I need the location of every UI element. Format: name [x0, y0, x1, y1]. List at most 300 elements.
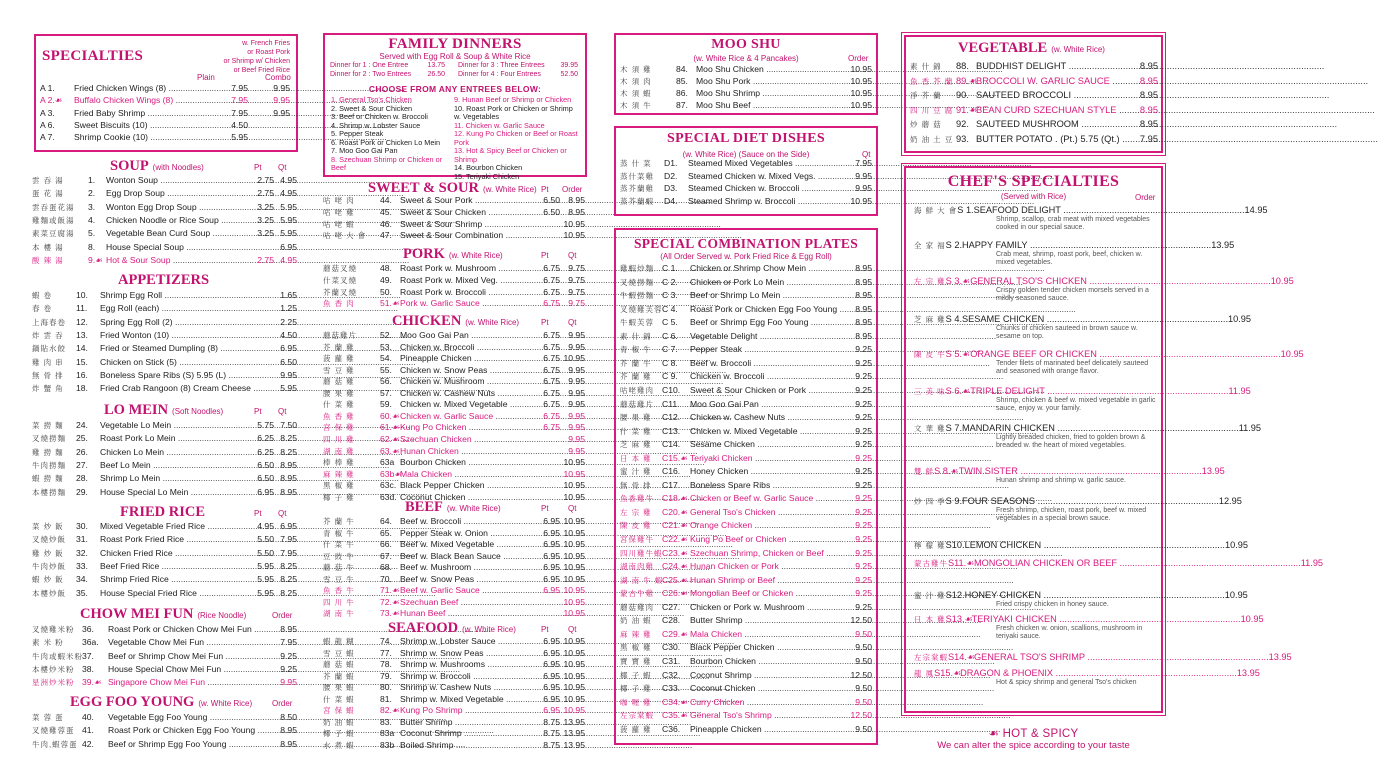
combo-item — [620, 399, 872, 411]
vegetable-note: (w. White Rice) — [1051, 45, 1105, 54]
combo-item-name: Orange Chicken ..... — [690, 520, 848, 530]
seafood-item — [323, 705, 585, 717]
lomein-item-price-small: 5.75 — [257, 420, 274, 430]
combo-item-chinese: 青 椒 牛 — [620, 345, 652, 355]
pork-item-chinese: 蘑菇叉燒 — [323, 264, 357, 273]
soup-item-name: House Special Soup ..... — [106, 242, 252, 252]
pork-item-price-small: 6.75 — [543, 286, 560, 297]
chef-item-line — [914, 590, 1248, 601]
beef-item-name: Szechuan Beef ..... — [400, 597, 538, 607]
appetizer-item-name: Chicken on Stick (5) ..... — [100, 357, 277, 367]
seafood-item-name: Shrimp w. Lobster Sauce ..... — [400, 636, 538, 646]
combo-item-name: Vegetable Delight ..... — [690, 331, 848, 341]
seafood-item-price-small: 6.95 — [543, 647, 560, 658]
soup-item-price-small: 2.75 — [257, 188, 274, 199]
combo-item — [620, 710, 872, 722]
chef-item-line — [914, 540, 1248, 551]
friedrice-item-name: Shrimp Fried Rice ..... — [100, 574, 252, 584]
combo-item-name: Sweet & Sour Chicken or Pork ..... — [690, 385, 848, 395]
combo-item-name: Bourbon Chicken ..... — [690, 656, 848, 666]
combo-item — [620, 507, 872, 519]
combo-item-name: Curry Chicken ..... — [690, 697, 848, 707]
chef-item-description: Fresh chicken w. onion, scallions, mushroom in teriyaki sauce. — [996, 625, 1143, 640]
chef-subtitle: (Served with Rice) — [1000, 192, 1067, 201]
appetizer-item-number: 10. — [76, 290, 88, 300]
chef-item — [914, 205, 1268, 232]
combo-item-chinese: 蘑菇雞片 — [620, 399, 654, 409]
chowmeifun-item-name: Roast Pork or Chicken Chow Mei Fun ..... — [108, 624, 276, 634]
combo-item-price: 9.25 — [855, 466, 872, 477]
family-entree-option: 3. Beef or Chicken w. Broccoli — [331, 112, 428, 121]
beef-item-chinese: 蘑 菇 牛 — [323, 563, 355, 573]
pork-item-number: 51.☙ — [380, 298, 400, 309]
chef-item-chinese: 陳 皮 牛 — [914, 350, 946, 359]
chef-item-price: 10.95 — [1224, 590, 1248, 600]
chicken-header — [392, 313, 519, 330]
chef-item-chinese: 日 本 雞 — [914, 615, 946, 624]
eggfooyoung-item — [32, 739, 297, 751]
mooshu-item-chinese: 木 須 雞 — [620, 65, 652, 74]
chowmeifun-item — [32, 624, 297, 636]
family-entree-option: 6. Roast Pork or Chicken Lo Mein — [331, 137, 441, 147]
seafood-item-price-small: 6.95 — [543, 670, 560, 681]
seafood-item-price-small: 8.75 — [543, 728, 560, 739]
chicken-item-number: 52. — [380, 330, 392, 340]
chef-item-name: HONEY CHICKEN ..... — [965, 590, 1225, 600]
combo-item-price: 9.25 — [855, 574, 872, 585]
beef-header-note: (w. White Rice) — [446, 504, 501, 513]
combo-item — [620, 629, 872, 641]
lomein-item — [32, 433, 297, 445]
diet-item — [620, 183, 872, 195]
combo-item-name: Kung Po Beef or Chicken ..... — [690, 534, 848, 544]
combo-item-number: C21.☙ — [662, 520, 688, 531]
chicken-item-price-large: 9.95 — [568, 410, 585, 421]
combo-item-chinese: 蜜 汁 雞 — [620, 467, 652, 477]
family-entree-option: 2. Sweet & Sour Chicken — [331, 103, 413, 113]
chef-item-name: FOUR SEASONS ..... — [962, 496, 1219, 506]
friedrice-item-name: Mixed Vegetable Fried Rice ..... — [100, 521, 252, 531]
diet-item-chinese: 蒸 什 菜 — [620, 159, 652, 168]
beef-item — [323, 562, 585, 574]
eggfooyoung-item-price: 8.95 — [280, 738, 297, 749]
chef-item-code: S 6.☙ — [945, 386, 971, 396]
eggfooyoung-item-price: 8.50 — [280, 712, 297, 722]
beef-item-chinese: 魚 香 牛 — [323, 586, 355, 596]
specialties-note: or Shrimp w/ Chicken — [223, 58, 290, 65]
chef-item-description: Hot & spicy shrimp and general Tso's chicken — [996, 679, 1137, 686]
lomein-item-price-large: 7.50 — [280, 420, 297, 430]
sweetsour-item — [323, 230, 585, 242]
combo-item — [620, 439, 872, 451]
beef-item-price-small: 6.95 — [543, 539, 560, 550]
chowmeifun-item-price: 8.95 — [280, 624, 297, 634]
soup-item-number: 2. — [88, 188, 96, 199]
lomein-item — [32, 460, 297, 472]
specialties-item-number: A 1. — [40, 83, 55, 93]
beef-item-number: 66. — [380, 539, 392, 550]
family-dinners-title: FAMILY DINNERS — [388, 36, 522, 52]
combo-item — [620, 277, 872, 289]
friedrice-header-title: FRIED RICE — [120, 504, 205, 520]
eggfooyoung-item-name: Vegetable Egg Foo Young ..... — [108, 712, 276, 722]
beef-item — [323, 516, 585, 528]
combo-item-chinese: 咕咾雞肉 — [620, 385, 654, 395]
seafood-item-number: 83b — [380, 739, 395, 750]
sweetsour-header-title: SWEET & SOUR — [368, 180, 479, 196]
lomein-item-number: 29. — [76, 486, 88, 497]
combo-item-name: Szechuan Shrimp, Chicken or Beef ..... — [690, 548, 848, 558]
appetizer-item-name: Boneless Spare Ribs (S) 5.95 (L) ..... — [100, 370, 277, 380]
combo-item-chinese: 無 骨 排 — [620, 480, 652, 490]
diet-item — [620, 171, 872, 183]
vegetable-item-number: 92. — [956, 119, 969, 130]
soup-item-price-large: 5.95 — [280, 214, 297, 225]
combo-item-name: Butter Shrimp ..... — [690, 615, 848, 625]
combo-item-price: 8.95 — [855, 330, 872, 341]
chef-item-name: GENERAL TSO'S SHRIMP ..... — [974, 652, 1269, 662]
soup-header — [110, 158, 204, 175]
friedrice-item-price-small: 5.50 — [257, 547, 274, 558]
family-entree-option: 14. Bourbon Chicken — [454, 163, 523, 172]
pork-item-price-large: 9.75 — [568, 286, 585, 297]
specialties-col-combo: Combo — [265, 73, 291, 82]
friedrice-item-price-large: 8.25 — [280, 560, 297, 571]
specialties-item-combo: 9.95 — [273, 107, 290, 118]
diet-item-name: Steamed Chicken w. Mixed Vegs. ..... — [688, 171, 832, 181]
beef-item-name: Beef w. Snow Peas ..... — [400, 574, 538, 584]
chicken-item-price-large: 10.95 — [563, 480, 585, 491]
pork-item-chinese: 魚 香 肉 — [323, 299, 355, 309]
family-entree-option: 10. Roast Pork or Chicken or Shrimp — [454, 103, 573, 113]
combo-item-chinese: 什 菜 雞 — [620, 426, 652, 436]
lomein-item-price-small: 6.95 — [257, 486, 274, 497]
friedrice-item — [32, 574, 297, 586]
mooshu-item-price: 10.95 — [850, 64, 872, 74]
soup-item — [32, 188, 297, 200]
chef-item-code: S14.☙ — [948, 652, 976, 662]
beef-item-chinese: 什 菜 牛 — [323, 540, 355, 550]
chef-item-code: S 8.☙ — [934, 466, 959, 476]
chowmeifun-item-price: 9.95 — [280, 677, 297, 688]
pork-col-qt: Qt — [568, 251, 577, 260]
beef-item-price-large: 10.95 — [563, 573, 585, 584]
combo-item — [620, 520, 872, 532]
combo-item-number: C23.☙ — [662, 547, 688, 558]
chicken-header-note: (w. White Rice) — [465, 318, 520, 327]
combo-item-name: Beef or Shrimp Egg Foo Young ..... — [690, 317, 848, 327]
mooshu-item-name: Moo Shu Beef ..... — [696, 100, 832, 110]
chicken-item — [323, 342, 585, 354]
seafood-item-price-large: 10.95 — [563, 693, 585, 704]
combo-item-chinese: 寶 寶 雞 — [620, 656, 652, 666]
chef-item-price: 13.95 — [1211, 240, 1235, 250]
beef-item — [323, 551, 585, 563]
seafood-item-number: 81. — [380, 693, 392, 704]
chowmeifun-item-price: 9.25 — [280, 663, 297, 674]
chef-item-name: MANDARIN CHICKEN ..... — [962, 423, 1239, 433]
chef-item-chinese: 文 華 雞 — [914, 424, 946, 433]
diet-item-number: D2. — [664, 170, 678, 181]
appetizer-item-price: 6.50 — [280, 356, 297, 367]
combo-item-name: Boneless Spare Ribs ..... — [690, 480, 848, 490]
beef-item-price-small: 6.95 — [543, 550, 560, 561]
seafood-item-price-large: 10.95 — [563, 705, 585, 716]
pork-header-note: (w. White Rice) — [448, 251, 503, 260]
chef-item-chinese: 蜜 汁 雞 — [914, 591, 946, 600]
appetizer-item-name: Fried Wonton (10) ..... — [100, 330, 277, 340]
pork-header-title: PORK — [403, 246, 445, 262]
chowmeifun-item — [32, 677, 297, 689]
beef-item-number: 67. — [380, 550, 392, 561]
chef-item-name: SESAME CHICKEN ..... — [962, 314, 1228, 324]
soup-item-chinese: 素菜豆腐湯 — [32, 229, 75, 239]
combo-item-number: C24.☙ — [662, 561, 688, 572]
combo-item-number: C30. — [662, 642, 681, 653]
chicken-item-name: Szechuan Chicken ..... — [400, 434, 538, 444]
beef-item-number: 71.☙ — [380, 585, 400, 596]
combo-item — [620, 331, 872, 343]
beef-item — [323, 585, 585, 597]
family-list-left — [331, 96, 456, 173]
specialties-item — [40, 132, 292, 144]
beef-item-number: 65. — [380, 527, 392, 538]
combo-item — [620, 358, 872, 370]
family-entree-option: 8. Szechuan Shrimp or Chicken or Beef — [331, 154, 443, 172]
pork-col-pt: Pt — [541, 251, 549, 260]
specialties-item — [40, 108, 292, 120]
chef-item — [914, 386, 1251, 413]
chef-item-price: 12.95 — [1218, 496, 1242, 506]
family-entree-option: 1. General Tso's Chicken — [331, 95, 412, 104]
lomein-item-chinese: 牛肉撈麵 — [32, 460, 66, 470]
chicken-item-price-small: 6.75 — [543, 330, 560, 340]
soup-item — [32, 255, 297, 267]
chicken-item-name: Hunan Chicken ..... — [400, 446, 538, 456]
vegetable-item-price: 7.95 — [1139, 134, 1158, 144]
combo-item-name: Chicken or Shrimp Chow Mein ..... — [690, 263, 848, 273]
mooshu-item — [620, 76, 872, 88]
appetizer-item — [32, 290, 297, 302]
combo-item-chinese: 魚香雞牛 — [620, 494, 654, 504]
seafood-item-number: 79. — [380, 670, 392, 681]
combo-item — [620, 534, 872, 546]
chicken-item-chinese: 麻 辣 雞 — [323, 469, 355, 479]
family-entree-option: 15. Teriyaki Chicken — [454, 171, 520, 181]
vegetable-item-number: 90. — [956, 90, 969, 101]
chef-item-line — [914, 386, 1251, 397]
appetizer-item-name: Spring Egg Roll (2) ..... — [100, 317, 277, 327]
specialties-item-number: A 6. — [40, 119, 55, 130]
chowmeifun-item — [32, 637, 297, 649]
chicken-item-number: 63b☙ — [380, 468, 403, 479]
chef-item-price: 10.95 — [1240, 614, 1264, 624]
mooshu-item-name: Moo Shu Shrimp ..... — [696, 88, 832, 98]
lomein-col-qt: Qt — [278, 407, 287, 416]
soup-item-name: Vegetable Bean Curd Soup ..... — [106, 228, 252, 238]
combo-item-name: Teriyaki Chicken ..... — [690, 453, 848, 463]
combo-item-number: C15.☙ — [662, 452, 688, 463]
chicken-item-name: Bourbon Chicken ..... — [400, 457, 538, 467]
combo-item-name: Beef w. Broccoli ..... — [690, 358, 848, 368]
appetizer-item-price: 4.50 — [280, 329, 297, 340]
beef-item-price-large: 10.95 — [563, 562, 585, 573]
vegetable-item-chinese: 四 川 豆 腐 — [910, 105, 954, 115]
beef-item-price-large: 10.95 — [563, 550, 585, 561]
beef-item-price-large: 10.95 — [563, 608, 585, 619]
sweetsour-item-chinese: 咕 咾 肉 — [323, 196, 355, 205]
specialties-item-plain: 7.95 — [231, 95, 248, 106]
combo-item-number: C27. — [662, 601, 681, 612]
combo-item-number: C35.☙ — [662, 710, 688, 721]
seafood-item-price-small: 8.75 — [543, 716, 560, 727]
chef-item-code: S 9. — [945, 496, 963, 506]
mooshu-item-chinese: 木 須 牛 — [620, 101, 652, 110]
beef-item-chinese: 湖 南 牛 — [323, 609, 355, 619]
beef-item-price-large: 10.95 — [563, 539, 585, 550]
combo-item-name: Chicken or Pork w. Mushroom ..... — [690, 602, 848, 612]
chicken-item-price-small: 6.75 — [543, 422, 560, 433]
combo-item-chinese: 牛蝦撈麵 — [620, 291, 654, 301]
mooshu-item — [620, 100, 872, 112]
friedrice-col-pt: Pt — [254, 509, 262, 518]
appetizer-item-name: Egg Roll (each) ..... — [100, 303, 277, 313]
combo-item-number: C28. — [662, 615, 681, 626]
eggfooyoung-item-name: Roast Pork or Chicken Egg Foo Young ..... — [108, 725, 276, 735]
chicken-item-number: 55. — [380, 364, 392, 375]
beef-item-name: Beef w. Mixed Vegetable ..... — [400, 539, 538, 549]
combo-item-name: Chicken or Beef w. Garlic Sauce ..... — [690, 493, 848, 503]
soup-header-note: (with Noodles) — [152, 163, 204, 172]
friedrice-item — [32, 534, 297, 546]
chicken-item-number: 62.☙ — [380, 433, 400, 444]
sweetsour-item-chinese: 咕 咾 雞 — [323, 207, 355, 217]
chef-item-chinese: 雙 鮮 — [914, 467, 935, 476]
combo-item-price: 8.95 — [855, 317, 872, 328]
pork-item-name: Roast Pork w. Mushroom ..... — [400, 263, 538, 273]
seafood-item-number: 77. — [380, 647, 392, 658]
combo-item-name: Black Pepper Chicken ..... — [690, 642, 848, 652]
sweetsour-col-pt: Pt — [541, 185, 549, 194]
chef-item-price: 11.95 — [1300, 558, 1324, 568]
combo-item-number: C31. — [662, 655, 681, 666]
chicken-item — [323, 365, 585, 377]
combo-item-number: C29.☙ — [662, 628, 688, 639]
combo-item-chinese: 左 宗 雞 — [620, 507, 652, 517]
combo-item-price: 8.95 — [855, 263, 872, 273]
seafood-item-price-large: 10.95 — [563, 659, 585, 670]
lomein-item — [32, 447, 297, 459]
combo-item-name: Sesame Chicken ..... — [690, 439, 848, 449]
friedrice-item-number: 32. — [76, 547, 88, 558]
combo-item-chinese: 素 什 錦 — [620, 331, 652, 341]
sweetsour-item-price-large: 8.95 — [568, 195, 585, 205]
combo-item-price: 8.95 — [855, 276, 872, 287]
seafood-header — [388, 620, 516, 637]
chef-item-chinese: 檸 檬 雞 — [914, 541, 946, 550]
combo-item — [620, 615, 872, 627]
beef-item-chinese: 四 川 牛 — [323, 597, 355, 607]
chef-item-description: Fresh shrimp, chicken, roast pork, beef w. mixed vegetables in a special brown sauce. — [996, 507, 1147, 522]
diet-item — [620, 158, 872, 170]
beef-item-name: Hunan Beef ..... — [400, 608, 538, 618]
chef-item-price: 10.95 — [1224, 540, 1248, 550]
seafood-header-title: SEAFOOD — [388, 620, 459, 636]
chowmeifun-item-number: 38. — [82, 663, 94, 674]
beef-item-number: 64. — [380, 516, 392, 526]
pork-item-name: Pork w. Garlic Sauce ..... — [400, 298, 538, 308]
combo-item-name: Roast Pork or Chicken Egg Foo Young ..... — [690, 304, 848, 314]
combo-item-price: 9.25 — [855, 506, 872, 517]
chicken-item-chinese: 腰 果 雞 — [323, 388, 355, 398]
chicken-item-name: Black Pepper Chicken ..... — [400, 480, 538, 490]
sweetsour-item-name: Sweet & Sour Chicken ..... — [400, 207, 538, 217]
lomein-item-price-small: 6.25 — [257, 433, 274, 444]
lomein-item-price-large: 8.25 — [280, 433, 297, 444]
appetizer-item-chinese: 無 骨 排 — [32, 370, 64, 380]
chef-item-name: DRAGON & PHOENIX ..... — [960, 668, 1237, 678]
seafood-item — [323, 717, 585, 729]
specialties-item-name: Buffalo Chicken Wings (8) ..... — [74, 95, 226, 105]
combo-item-number: C11. — [662, 398, 680, 409]
chef-item-code: S 1. — [957, 205, 974, 215]
chicken-item-chinese: 宮 保 雞 — [323, 423, 355, 433]
chicken-item-name: Chicken w. Mushroom ..... — [400, 376, 538, 386]
seafood-item-name: Shrimp w. Cashew Nuts ..... — [400, 682, 538, 692]
chef-item-line — [914, 276, 1294, 287]
seafood-item-price-large: 10.95 — [563, 647, 585, 658]
specialties-item-combo: 9.95 — [273, 95, 290, 106]
family-dinner-price: 52.50 — [560, 71, 578, 78]
appetizer-item-chinese: 鍋貼水餃 — [32, 344, 66, 354]
combo-item-number: C 4. — [662, 303, 678, 314]
soup-item-name: Wonton Soup ..... — [106, 175, 252, 185]
chicken-item-number: 61.☙ — [380, 422, 400, 433]
beef-header — [405, 499, 501, 516]
chicken-item — [323, 411, 585, 423]
specialties-item-number: A 7. — [40, 132, 55, 143]
chef-item-chinese: 左 宗 雞 — [914, 277, 946, 286]
soup-item-price-large: 4.95 — [280, 175, 297, 185]
chef-item-description: Shrimp, scallop, crab meat with mixed vegetables cooked in our special sauce. — [996, 216, 1150, 231]
combo-item-chinese: 湖南肉雞 — [620, 562, 654, 572]
appetizer-item — [32, 317, 297, 329]
beef-item-name: Pepper Steak w. Onion ..... — [400, 528, 538, 538]
mooshu-item-price: 10.95 — [850, 100, 872, 110]
combo-item — [620, 304, 872, 316]
combo-item-name: Moo Goo Gai Pan ..... — [690, 399, 848, 409]
specialties-item — [40, 120, 292, 132]
specialties-item-plain: 5.95 — [231, 132, 248, 143]
chef-item-line — [914, 240, 1235, 251]
chicken-item-price-large: 9.95 — [568, 330, 585, 340]
soup-item-number: 9.☙ — [88, 254, 103, 265]
lomein-item-price-large: 8.95 — [280, 473, 297, 484]
seafood-item-price-large: 13.95 — [563, 728, 585, 739]
chicken-item-price-large: 10.95 — [563, 491, 585, 502]
lomein-item-chinese: 菜 撈 麵 — [32, 421, 64, 430]
seafood-item-chinese: 腰 果 蝦 — [323, 683, 355, 693]
family-entree-option: 13. Hot & Spicy Beef or Chicken or Shrimp — [454, 146, 567, 164]
sweetsour-item-name: Sweet & Sour Shrimp ..... — [400, 219, 538, 229]
combo-item-number: C 1. — [662, 263, 678, 273]
combo-item-price: 9.25 — [855, 588, 872, 599]
combo-item-price: 9.25 — [855, 520, 872, 531]
seafood-item-price-small: 6.95 — [543, 659, 560, 670]
sweetsour-item — [323, 195, 585, 207]
combo-item — [620, 344, 872, 356]
pork-item-price-small: 6.75 — [543, 263, 560, 273]
